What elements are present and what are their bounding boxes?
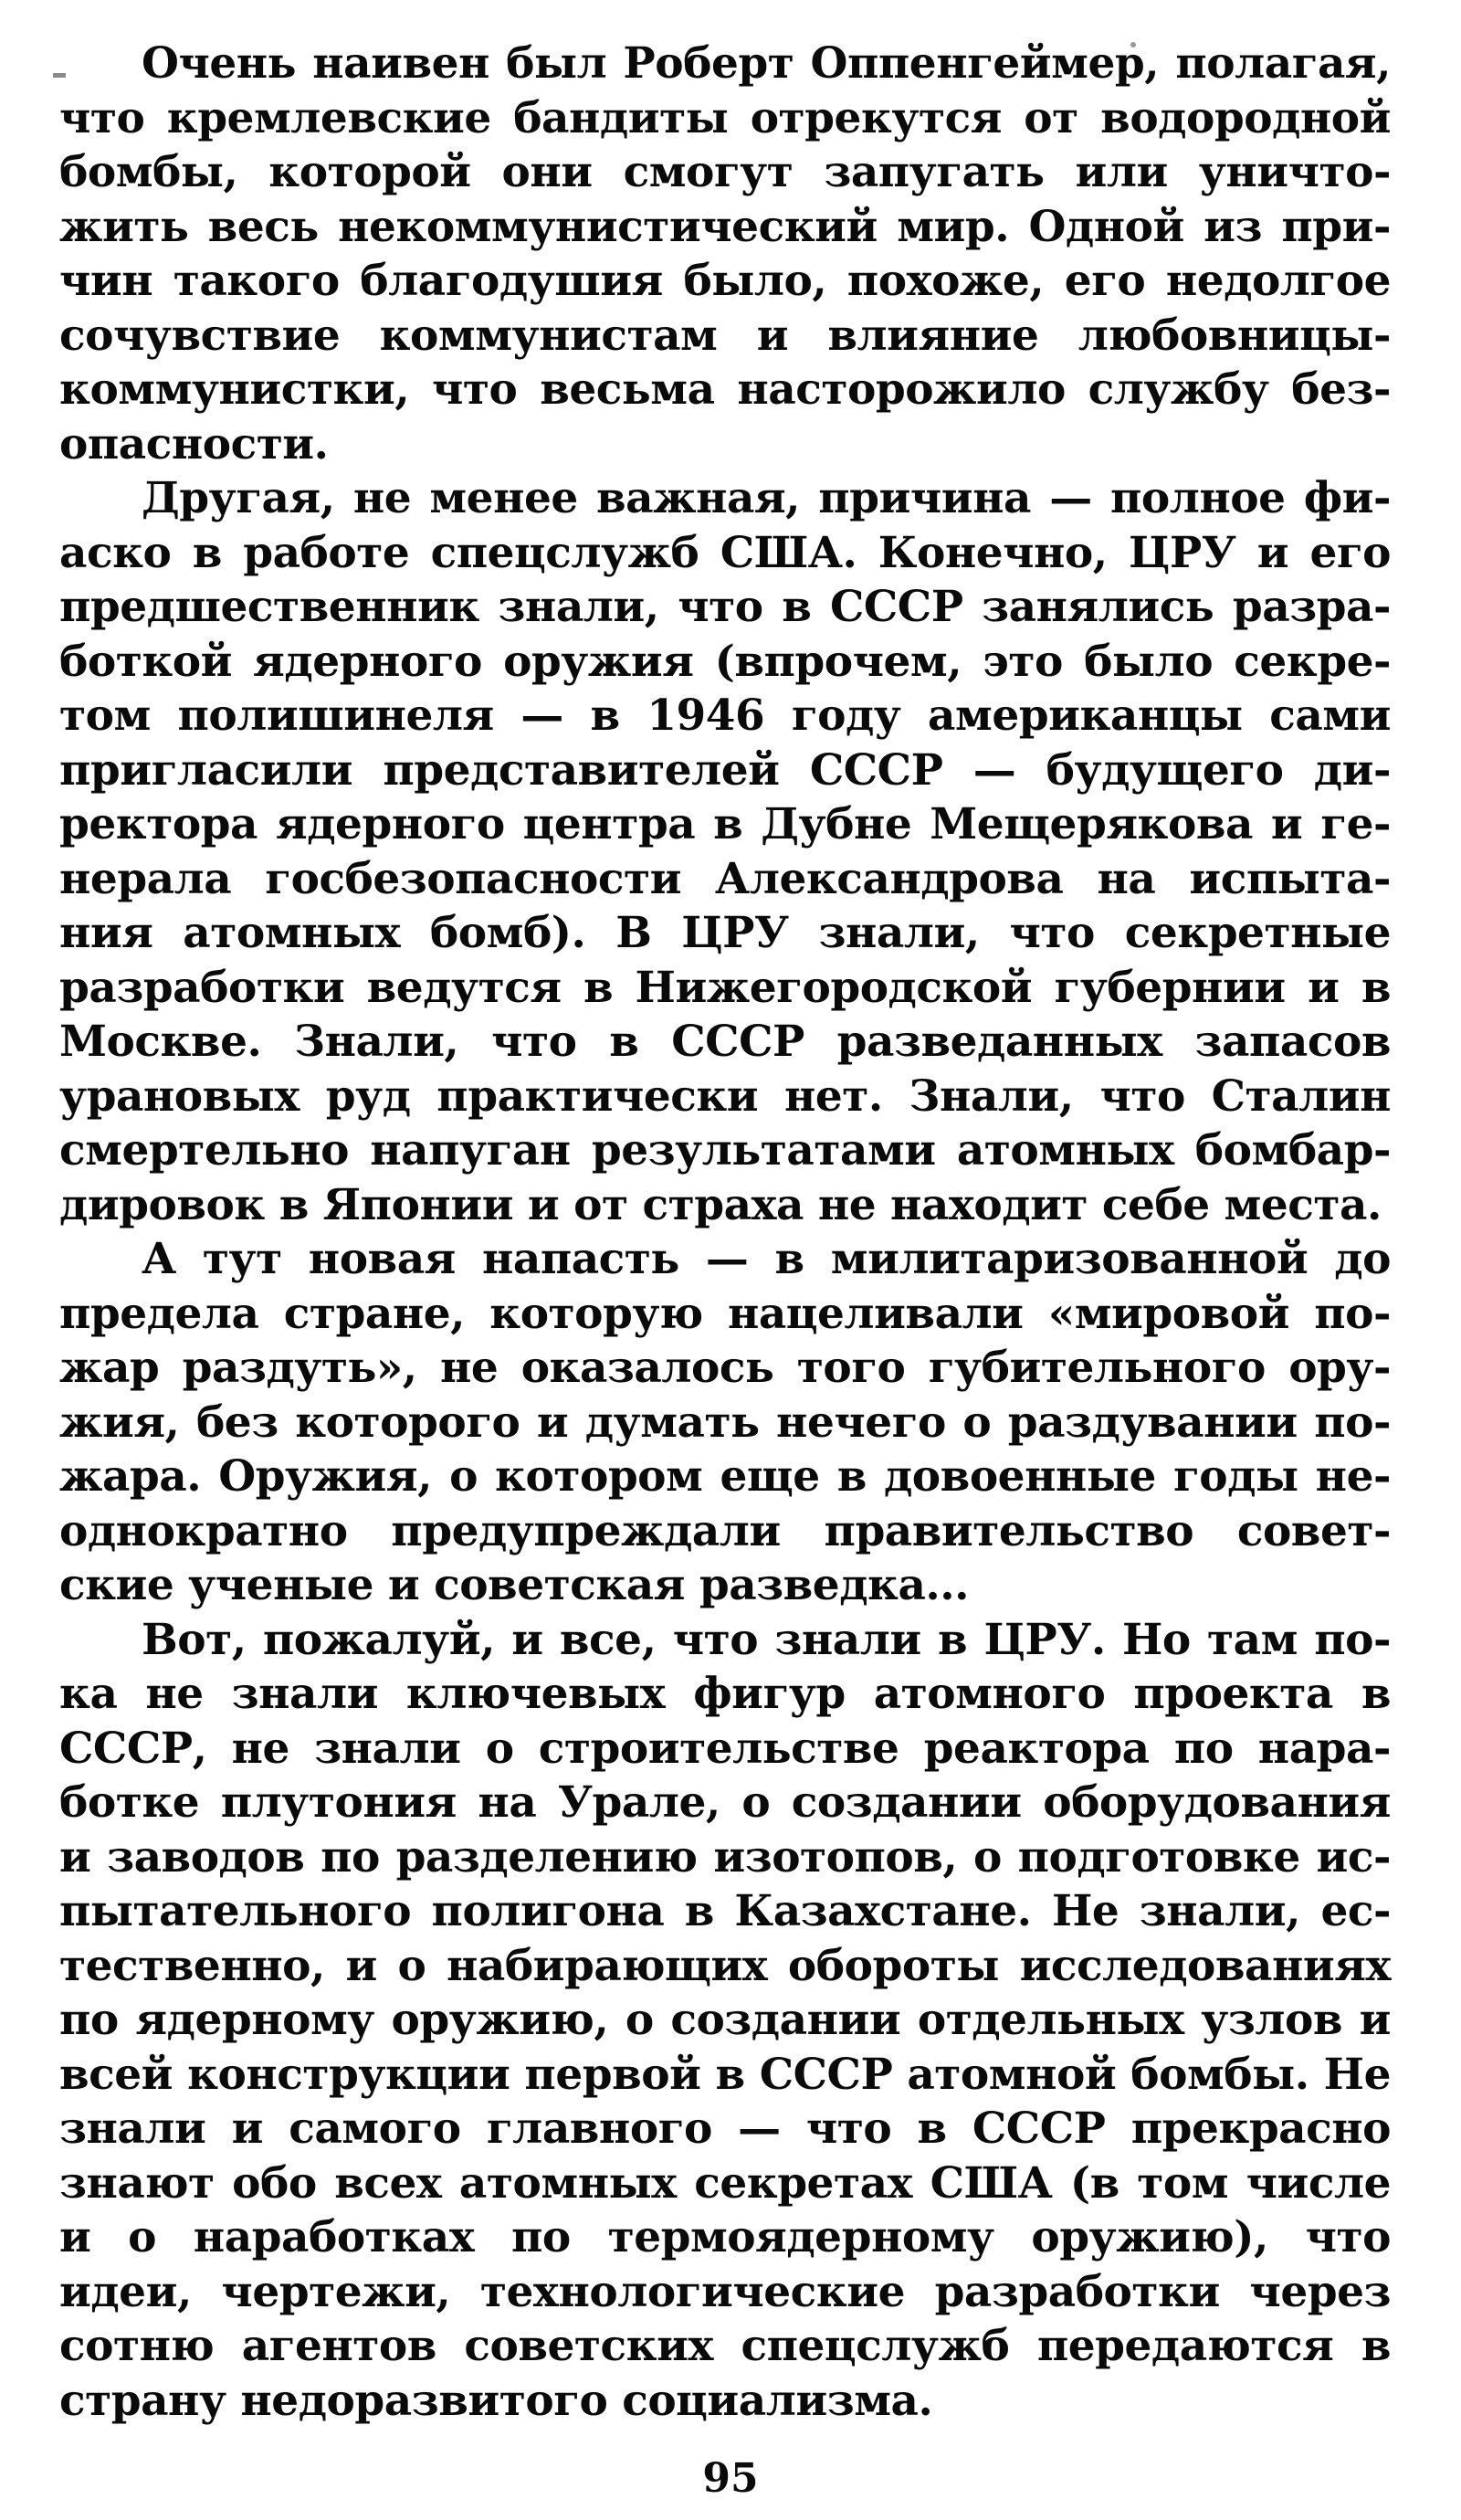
paragraph <box>59 1613 1391 2429</box>
text-line: пригласили представителей СССР — будущего ди- <box>59 744 1391 796</box>
text-line: СССР, не знали о строительстве реактора по нара- <box>59 1723 1391 1774</box>
text-line: жия, без которого и думать нечего о раздувании по- <box>59 1397 1391 1448</box>
text-line: Москве. Знали, что в СССР разведанных запасов <box>59 1017 1391 1067</box>
text-column <box>59 37 1391 2428</box>
text-line: ботке плутония на Урале, о создании оборудования <box>59 1777 1391 1828</box>
text-line: разработки ведутся в Нижегородской губернии и в <box>59 962 1391 1013</box>
text-line: предела стране, которую нацеливали «мировой по- <box>59 1288 1391 1339</box>
text-line: Очень наивен был Роберт Оппенгеймер, полагая, <box>142 38 1391 89</box>
text-line: сотню агентов советских спецслужб передаются в <box>59 2321 1391 2371</box>
text-line: и заводов по разделению изотопов, о подготовке ис- <box>59 1831 1391 1882</box>
text-line: смертельно напуган результатами атомных бомбар- <box>59 1125 1391 1176</box>
paragraph <box>59 37 1391 471</box>
text-line: ка не знали ключевых фигур атомного проекта в <box>59 1669 1391 1719</box>
text-line: Другая, не менее важная, причина — полное фи- <box>142 473 1391 523</box>
text-line: ские ученые и советская разведка... <box>59 1560 970 1610</box>
text-line: всей конструкции первой в СССР атомной бомбы. Не <box>59 2049 1391 2100</box>
text-line: и о наработках по термоядерному оружию), что <box>59 2212 1391 2262</box>
text-line: жара. Оружия, о котором еще в довоенные годы не- <box>59 1451 1391 1502</box>
text-line: сочувствие коммунистам и влияние любовницы- <box>59 310 1391 361</box>
text-line: аско в работе спецслужб США. Конечно, ЦРУ и его <box>59 527 1391 578</box>
text-line: боткой ядерного оружия (впрочем, это было секре- <box>59 636 1391 687</box>
text-line: по ядерному оружию, о создании отдельных узлов и <box>59 1995 1391 2045</box>
text-line: знали и самого главного — что в СССР прекрасно <box>59 2104 1391 2154</box>
paragraph <box>59 1232 1391 1613</box>
paragraph <box>59 471 1391 1232</box>
text-line: нерала госбезопасности Александрова на испыта- <box>59 853 1391 904</box>
text-line: тественно, и о набирающих обороты исследованиях <box>59 1940 1391 1991</box>
text-line: пытательного полигона в Казахстане. Не знали, ес- <box>59 1886 1391 1936</box>
text-line: опасности. <box>59 418 329 469</box>
text-line: однократно предупреждали правительство совет- <box>59 1505 1391 1556</box>
text-line: жар раздуть», не оказалось того губительного ору- <box>59 1343 1391 1393</box>
text-line: ния атомных бомб). В ЦРУ знали, что секретные <box>59 908 1391 958</box>
text-line: урановых руд практически нет. Знали, что Сталин <box>59 1070 1391 1122</box>
text-line: чин такого благодушия было, похоже, его недолгое <box>59 256 1391 306</box>
text-line: жить весь некоммунистический мир. Одной из при- <box>59 201 1391 252</box>
text-line: бомбы, которой они смогут запугать или уничто- <box>59 147 1391 197</box>
text-line: дировок в Японии и от страха не находит себе места. <box>59 1179 1382 1230</box>
text-line: что кремлевские бандиты отрекутся от водородной <box>59 92 1391 143</box>
text-line: идеи, чертежи, технологические разработки через <box>59 2266 1391 2317</box>
text-line: предшественник знали, что в СССР занялись разра- <box>59 582 1391 632</box>
page-number: 95 <box>702 2455 759 2502</box>
text-line: том полишинеля — в 1946 году американцы сами <box>59 691 1391 741</box>
text-line: коммунистки, что весьма насторожило службу без- <box>59 364 1391 415</box>
text-line: знают обо всех атомных секретах США (в том числе <box>59 2157 1391 2209</box>
text-line: А тут новая напасть — в милитаризованной до <box>142 1234 1391 1284</box>
text-line: ректора ядерного центра в Дубне Мещерякова и ге- <box>59 799 1391 849</box>
text-line: страну недоразвитого социализма. <box>59 2375 933 2426</box>
text-line: Вот, пожалуй, и все, что знали в ЦРУ. Но там по- <box>142 1614 1391 1665</box>
